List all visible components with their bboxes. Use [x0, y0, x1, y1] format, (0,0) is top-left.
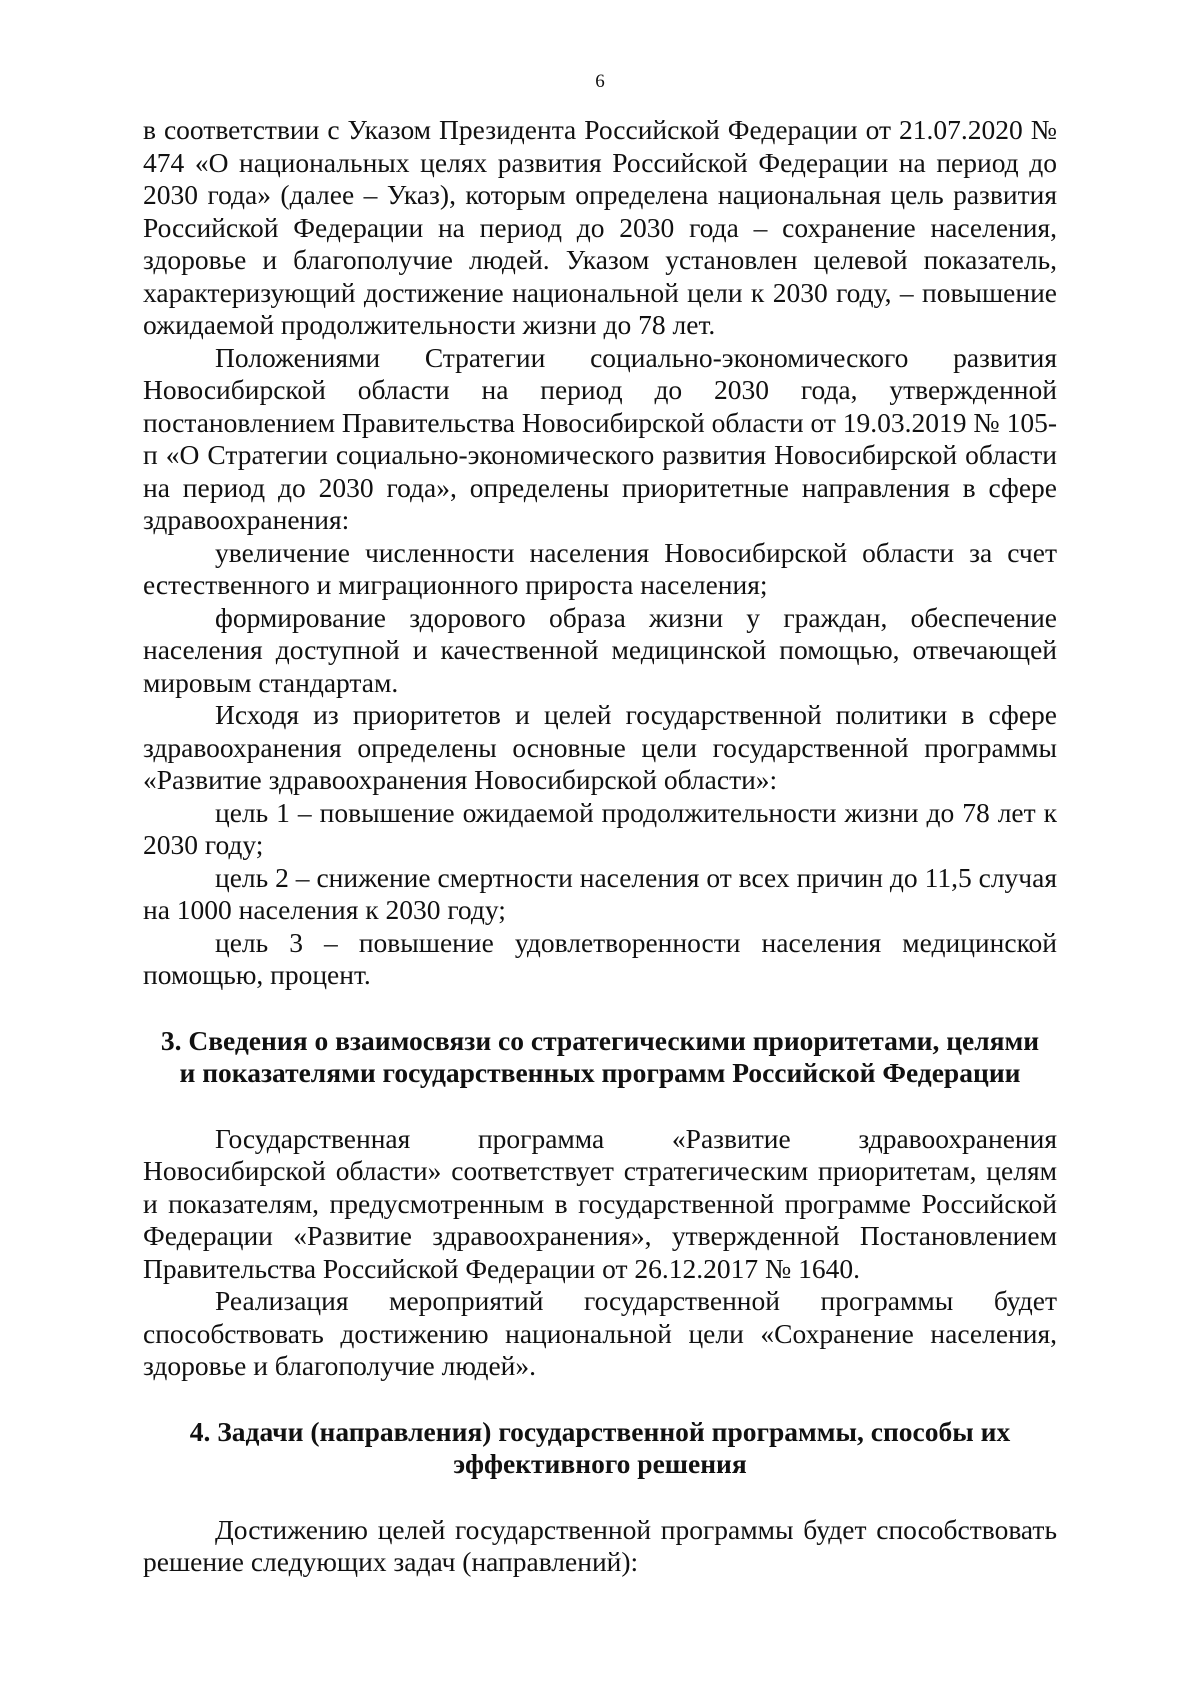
section-4-heading — [143, 1416, 1057, 1481]
paragraph: в соответствии с Указом Президента Российской Федерации от 21.07.2020 № 474 «О национальных целях развития Российской Федерации на период до 2030 года» (далее – Указ), которым определена национальная цель развития Российской Федерации на период до 2030 года – сохранение населения, здоровье и благополучие людей. Указом установлен целевой показатель, характеризующий достижение национальной цели к 2030 году, – повышение ожидаемой продолжительности жизни до 78 лет. — [143, 114, 1057, 340]
paragraph: формирование здорового образа жизни у граждан, обеспечение населения доступной и качественной медицинской помощью, отвечающей мировым стандартам. — [143, 601, 1057, 698]
section-3-heading — [143, 1025, 1057, 1090]
spacer — [143, 1383, 1057, 1416]
heading-line: и показателями государственных программ Российской Федерации — [179, 1057, 1021, 1088]
spacer — [143, 992, 1057, 1025]
heading-line: 3. Сведения о взаимосвязи со стратегическими приоритетами, целями — [160, 1024, 1040, 1056]
heading-line: 4. Задачи (направления) государственной программы, способы их — [189, 1415, 1011, 1447]
paragraph: цель 1 – повышение ожидаемой продолжительности жизни до 78 лет к 2030 году; — [143, 796, 1057, 860]
paragraph: Государственная программа «Развитие здравоохранения Новосибирской области» соответствует стратегическим приоритетам, целям и показателям, предусмотренным в государственной программе Российской Федерации «Развитие здравоохранения», утвержденной Постановлением Правительства Российской Федерации от 26.12.2017 № 1640. — [143, 1122, 1057, 1284]
page-content — [143, 114, 1057, 1579]
page-number: 6 — [595, 71, 605, 92]
paragraph: Достижению целей государственной программы будет способствовать решение следующих задач (направлений): — [143, 1513, 1057, 1577]
paragraph: Положениями Стратегии социально-экономического развития Новосибирской области на период до 2030 года, утвержденной постановлением Правительства Новосибирской области от 19.03.2019 № 105-п «О Стратегии социально-экономического развития Новосибирской области на период до 2030 года», определены приоритетные направления в сфере здравоохранения: — [143, 341, 1057, 535]
paragraph: Исходя из приоритетов и целей государственной политики в сфере здравоохранения определены основные цели государственной программы «Развитие здравоохранения Новосибирской области»: — [143, 699, 1057, 795]
spacer — [143, 1090, 1057, 1123]
paragraph: Реализация мероприятий государственной программы будет способствовать достижению национальной цели «Сохранение населения, здоровье и благополучие людей». — [143, 1285, 1057, 1381]
paragraph: увеличение численности населения Новосибирской области за счет естественного и миграционного прироста населения; — [143, 536, 1057, 600]
paragraph: цель 3 – повышение удовлетворенности населения медицинской помощью, процент. — [143, 926, 1057, 990]
paragraph: цель 2 – снижение смертности населения от всех причин до 11,5 случая на 1000 населения к 2030 году; — [143, 861, 1057, 925]
heading-line: эффективного решения — [453, 1448, 747, 1479]
spacer — [143, 1481, 1057, 1514]
